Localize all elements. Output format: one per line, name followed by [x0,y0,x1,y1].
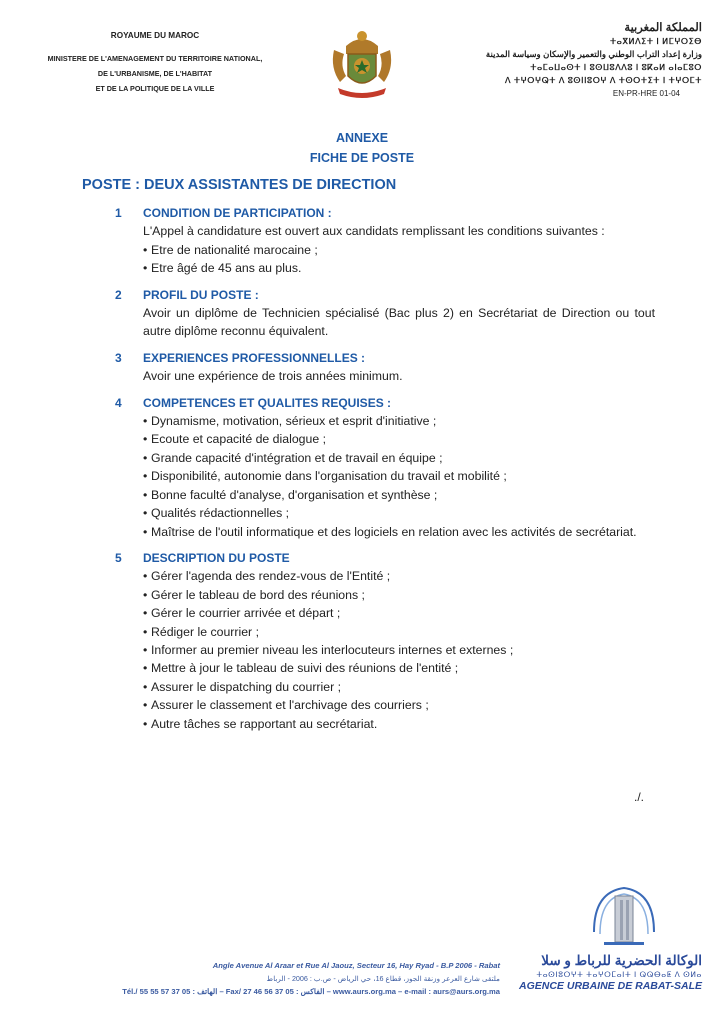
ministry-name-tifinagh-2: ⴷ ⵜⵖⵔⵖⵕⵜ ⴷ ⵓⵙⵏⵏⵓⵔⵖ ⴷ ⵜⵙⵔⵜⵉⵜ ⵏ ⵜⵖⵔⵎⵜ [505,76,702,85]
section-body [115,367,655,385]
agency-name-fr: AGENCE URBAINE DE RABAT-SALE [519,980,702,992]
header-right [402,22,702,100]
section-profil [115,286,655,341]
end-mark: ./. [634,790,645,804]
list-item: • Bonne faculté d'analyse, d'organisation et synthèse ; [143,486,655,504]
section-competences [115,394,655,541]
task-list [143,567,655,733]
section-number: 2 [115,287,122,302]
section-title-text: EXPERIENCES PROFESSIONNELLES : [143,350,366,365]
title-annexe: ANNEXE [335,131,389,145]
agency-name [492,953,702,993]
list-item: • Gérer le courrier arrivée et départ ; [143,604,655,622]
section-title [115,204,655,222]
footer [30,959,500,998]
ministry-name-ar: وزارة إعداد التراب الوطني والتعمير والإسكان وسياسة المدينة [485,49,702,59]
list-item: • Etre âgé de 45 ans au plus. [143,259,655,277]
list-item: • Disponibilité, autonomie dans l'organisation du travail et mobilité ; [143,467,655,485]
section-title-text: DESCRIPTION DU POSTE [143,550,290,565]
coat-of-arms-icon [326,24,398,104]
list-item: • Mettre à jour le tableau de suivi des réunions de l'entité ; [143,659,655,677]
agency-name-ar: الوكالة الحضرية للرباط و سلا [541,953,702,968]
section-description [115,549,655,733]
list-item: • Assurer le classement et l'archivage des courriers ; [143,696,655,714]
list-item: • Rédiger le courrier ; [143,623,655,641]
section-text: Avoir un diplôme de Technicien spécialisé (Bac plus 2) en Secrétariat de Direction ou tout autre diplôme reconnu équivalent. [143,306,655,339]
agency-name-tifinagh: ⵜⴰⵙⵏⵓⵔⵖⵜ ⵜⴰⵖⵔⵎⴰⵏⵜ ⵏ ⵕⵕⴱⴰⵟ ⴷ ⵙⵍⴰ [536,970,702,979]
footer-address-ar: ملتقى شارع العرعر وزنقة الجوز، قطاع 16، حي الرياض - ص.ب : 2006 - الرباط [266,974,500,983]
section-participation [115,204,655,278]
poste-heading: POSTE : DEUX ASSISTANTES DE DIRECTION [82,177,397,193]
list-item: • Grande capacité d'intégration et de travail en équipe ; [143,449,655,467]
list-item: • Etre de nationalité marocaine ; [143,241,655,259]
competence-list [143,412,655,541]
section-title [115,349,655,367]
section-title-text: COMPETENCES ET QUALITES REQUISES : [143,395,392,410]
list-item: • Autre tâches se rapportant au secrétariat. [143,715,655,733]
section-number: 5 [115,550,122,565]
section-text: Avoir une expérience de trois années minimum. [143,369,403,384]
section-title [115,549,655,567]
condition-list [143,241,655,278]
footer-contact: Tél./ الهاتف : 05 37 57 55 55 – Fax/ الفاكس : 05 37 56 46 27 – www.aurs.org.ma – e-mail : aurs@aurs.org.ma [122,987,500,996]
section-title [115,286,655,304]
kingdom-name: ROYAUME DU MAROC [110,31,200,40]
list-item: • Assurer le dispatching du courrier ; [143,678,655,696]
section-body [115,567,655,733]
kingdom-name-tifinagh: ⵜⴰⴳⵍⴷⵉⵜ ⵏ ⵍⵎⵖⵔⵉⴱ [609,37,702,46]
ministry-line-2: DE L'URBANISME, DE L'HABITAT [97,69,213,78]
document-title [0,128,724,168]
section-body [115,304,655,341]
section-title-text: CONDITION DE PARTICIPATION : [143,206,332,220]
section-experiences [115,349,655,386]
list-item: • Gérer le tableau de bord des réunions ; [143,586,655,604]
list-item: • Ecoute et capacité de dialogue ; [143,430,655,448]
section-number: 3 [115,350,122,365]
list-item: • Dynamisme, motivation, sérieux et esprit d'initiative ; [143,412,655,430]
section-intro: L'Appel à candidature est ouvert aux candidats remplissant les conditions suivantes : [143,224,605,239]
section-body [115,412,655,541]
list-item: • Informer au premier niveau les interlocuteurs internes et externes ; [143,641,655,659]
agency-logo-icon [584,882,664,954]
title-fiche-de-poste: FICHE DE POSTE [309,151,415,165]
document-code: EN-PR-HRE 01-04 [612,89,680,98]
footer-address-fr: Angle Avenue Al Araar et Rue Al Jaouz, Secteur 16, Hay Ryad - B.P 2006 - Rabat [212,961,500,970]
kingdom-name-ar: المملكة المغربية [624,22,702,34]
ministry-line-1: MINISTERE DE L'AMENAGEMENT DU TERRITOIRE NATIONAL, [47,54,263,63]
section-number: 4 [115,395,122,410]
section-body [115,222,655,277]
list-item: • Maîtrise de l'outil informatique et des logiciels en relation avec les activités de secrétariat. [143,523,655,541]
ministry-name-tifinagh-1: ⵜⴰⵎⴰⵡⴰⵙⵜ ⵏ ⵓⵙⵡⵓⴷⴷⵓ ⵏ ⵓⴽⴰⵍ ⴰⵏⴰⵎⵓⵔ [530,63,702,72]
section-title [115,394,655,412]
section-title-text: PROFIL DU POSTE : [143,287,259,302]
list-item: • Gérer l'agenda des rendez-vous de l'Entité ; [143,567,655,585]
document-body [115,204,655,741]
header-left [30,28,280,96]
section-number: 1 [115,206,122,220]
ministry-line-3: ET DE LA POLITIQUE DE LA VILLE [95,84,215,93]
list-item: • Qualités rédactionnelles ; [143,504,655,522]
